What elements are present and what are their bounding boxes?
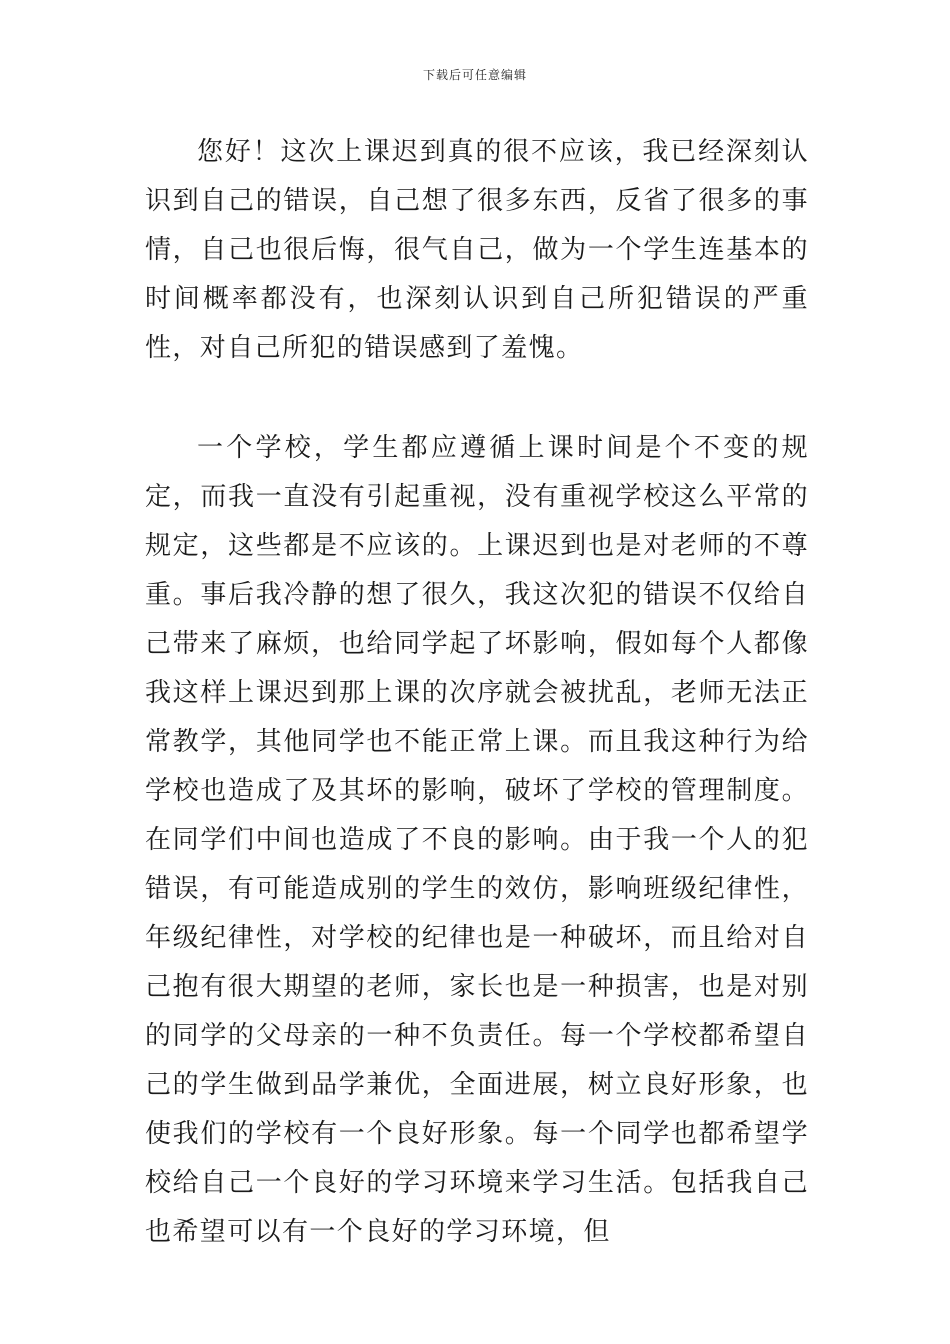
body-paragraph: 您好！这次上课迟到真的很不应该，我已经深刻认识到自己的错误，自己想了很多东西，反省了很多的事情，自己也很后悔，很气自己，做为一个学生连基本的时间概率都没有，也深刻认识到自己所犯错误的严重性，对自己所犯的错误感到了羞愧。 (145, 137, 809, 363)
header-note: 下载后可任意编辑 (422, 68, 527, 82)
body-paragraph: 一个学校，学生都应遵循上课时间是个不变的规定，而我一直没有引起重视，没有重视学校这么平常的规定，这些都是不应该的。上课迟到也是对老师的不尊重。事后我冷静的想了很久，我这次犯的错误不仅给自己带来了麻烦，也给同学起了坏影响，假如每个人都像我这样上课迟到那上课的次序就会被扰乱，老师无法正常教学，其他同学也不能正常上课。而且我这种行为给学校也造成了及其坏的影响，破坏了学校的管理制度。在同学们中间也造成了不良的影响。由于我一个人的犯错误，有可能造成别的学生的效仿，影响班级纪律性，年级纪律性，对学校的纪律也是一种破坏，而且给对自己抱有很大期望的老师，家长也是一种损害，也是对别的同学的父母亲的一种不负责任。每一个学校都希望自己的学生做到品学兼优，全面进展，树立良好形象，也使我们的学校有一个良好形象。每一个同学也都希望学校给自己一个良好的学习环境来学习生活。包括我自己也希望可以有一个良好的学习环境，但 (145, 433, 809, 1247)
